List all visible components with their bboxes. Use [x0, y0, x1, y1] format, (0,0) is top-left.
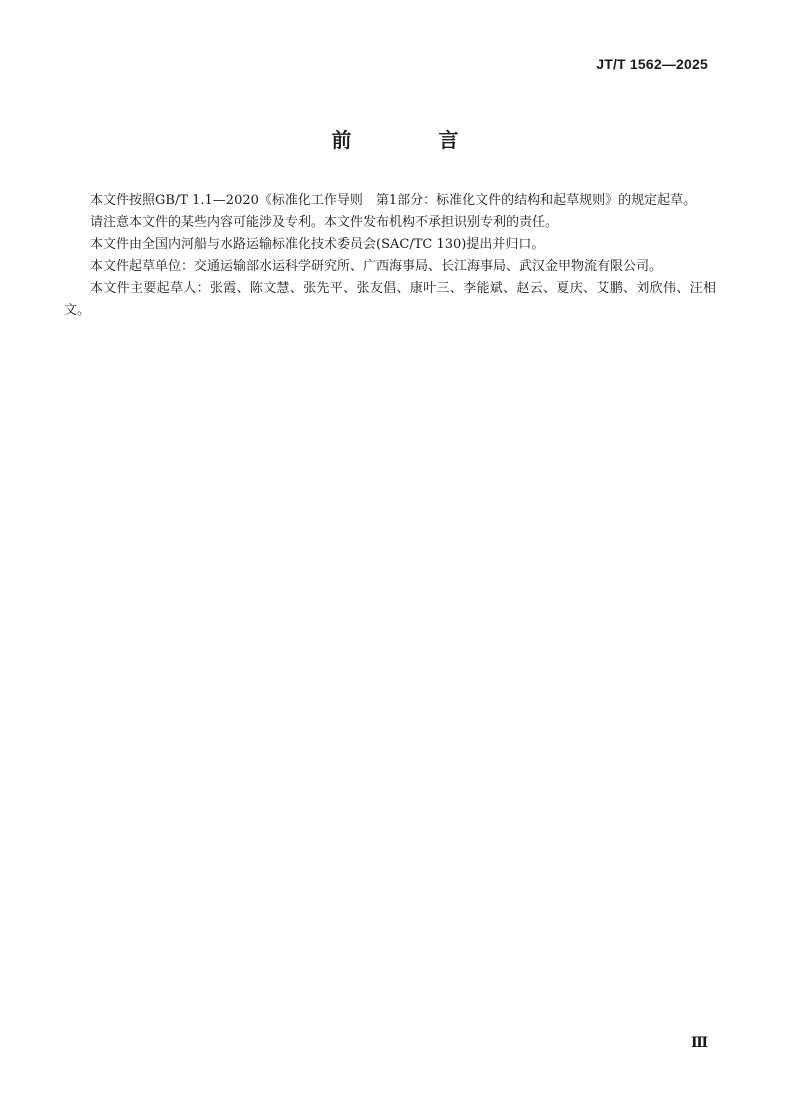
paragraph-patent-notice: 请注意本文件的某些内容可能涉及专利。本文件发布机构不承担识别专利的责任。 — [90, 215, 559, 230]
paragraph-proposer: 本文件由全国内河船与水路运输标准化技术委员会(SAC/TC 130)提出并归口。 — [90, 237, 545, 252]
preface-body — [64, 190, 716, 322]
paragraph-drafters: 本文件主要起草人：张霞、陈文慧、张先平、张友倡、康叶三、李能斌、赵云、夏庆、艾鹏、刘欣伟、汪相文。 — [64, 281, 716, 318]
standard-code: JT/T 1562—2025 — [596, 56, 708, 72]
page-number: Ⅲ — [690, 1035, 708, 1051]
page-title: 前 言 — [331, 128, 499, 152]
paragraph-drafting-rules: 本文件按照GB/T 1.1—2020《标准化工作导则 第1部分：标准化文件的结构和起草规则》的规定起草。 — [90, 193, 697, 208]
paragraph-drafting-units: 本文件起草单位：交通运输部水运科学研究所、广西海事局、长江海事局、武汉金甲物流有限公司。 — [90, 259, 663, 274]
